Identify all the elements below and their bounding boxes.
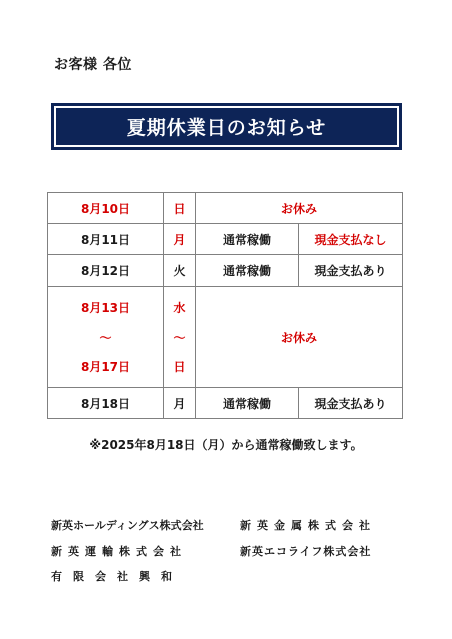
table-row	[48, 224, 403, 255]
status-cell: お休み	[196, 287, 403, 388]
banner-title: 夏期休業日のお知らせ	[126, 117, 327, 139]
table-row	[48, 255, 403, 287]
company-name: 有限会社興和	[51, 570, 183, 583]
weekday-cell: 火	[164, 255, 196, 287]
status-cell: 通常稼働	[196, 388, 299, 419]
date-cell: 8月10日	[48, 193, 164, 224]
range-weekday-tilde: ～	[173, 330, 186, 345]
range-start-date: 8月13日	[80, 301, 131, 315]
range-end-weekday: 日	[173, 360, 186, 374]
date-cell: 8月12日	[48, 255, 164, 287]
status-cell: 通常稼働	[196, 255, 299, 287]
notice-banner	[51, 103, 402, 150]
cash-payment-cell: 現金支払あり	[299, 255, 403, 287]
table-row	[48, 287, 403, 388]
weekday-cell: 日	[164, 193, 196, 224]
date-cell: 8月18日	[48, 388, 164, 419]
table-row	[48, 388, 403, 419]
resume-note: ※2025年8月18日（月）から通常稼働致します。	[89, 438, 363, 452]
weekday-cell: 月	[164, 388, 196, 419]
company-name: 新英運輸株式会社	[51, 545, 187, 558]
table-row	[48, 193, 403, 224]
company-name: 新英ホールディングス株式会社	[51, 519, 204, 532]
status-cell: お休み	[196, 193, 403, 224]
cash-payment-cell: 現金支払あり	[299, 388, 403, 419]
company-name: 新英金属株式会社	[240, 519, 376, 532]
weekday-range-cell	[164, 287, 196, 388]
date-cell: 8月11日	[48, 224, 164, 255]
schedule-table	[47, 192, 403, 419]
range-start-weekday: 水	[173, 301, 186, 315]
company-name: 新英エコライフ株式会社	[240, 545, 372, 558]
range-tilde: ～	[99, 330, 112, 345]
status-cell: 通常稼働	[196, 224, 299, 255]
banner-fill	[56, 108, 397, 145]
cash-payment-cell: 現金支払なし	[299, 224, 403, 255]
date-range-cell	[48, 287, 164, 388]
range-end-date: 8月17日	[80, 360, 131, 374]
weekday-cell: 月	[164, 224, 196, 255]
greeting: お客様 各位	[54, 57, 132, 73]
